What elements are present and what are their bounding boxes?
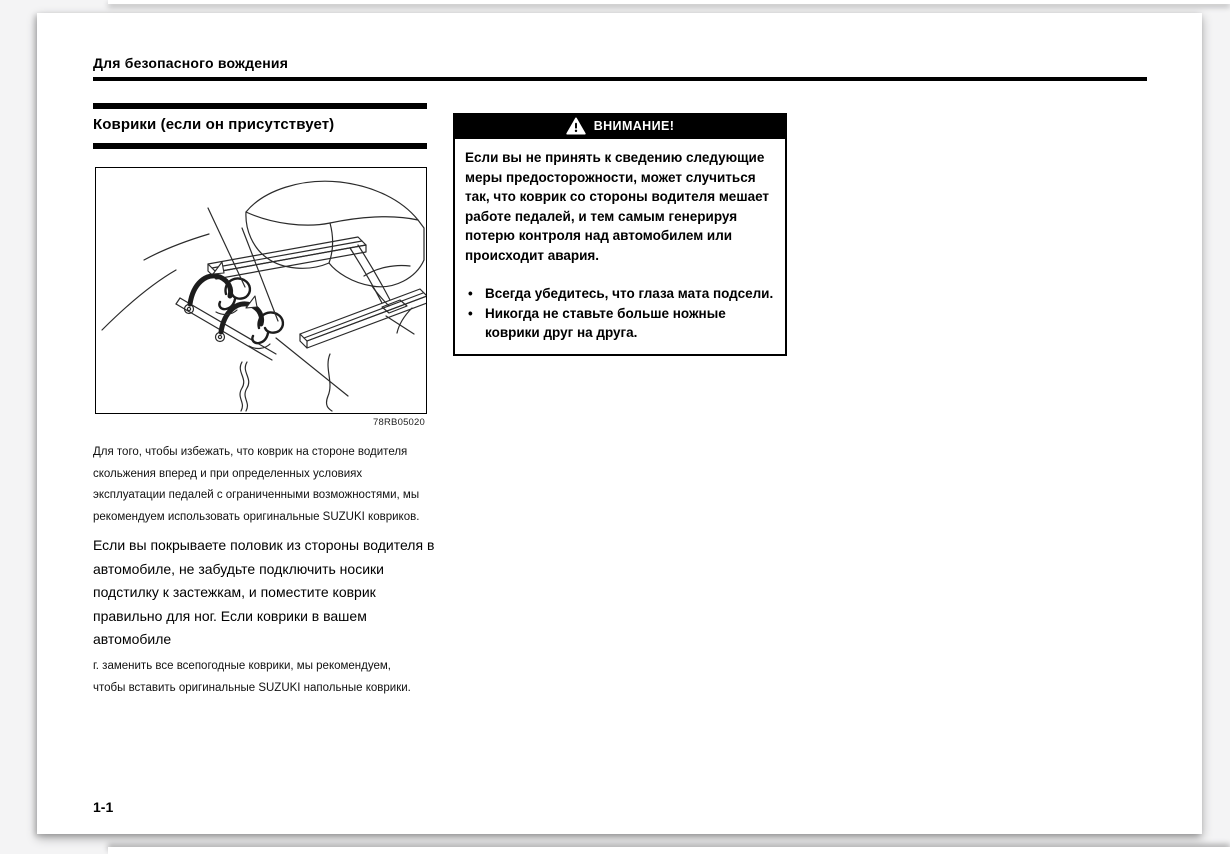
warning-box — [453, 113, 787, 356]
bullet-marker: • — [468, 286, 473, 301]
bullet-marker: • — [468, 305, 473, 321]
warning-bullet-text: Всегда убедитесь, что глаза мата подсели. — [485, 286, 774, 301]
page-number: 1-1 — [93, 799, 114, 815]
paragraph-all-weather-mats: г. заменить все всепогодные коврики, мы рекомендуем, чтобы вставить оригинальные SUZUKI напольные коврики. — [93, 660, 411, 694]
seat-and-mat-hooks-illustration — [96, 168, 426, 413]
warning-bullet-item — [465, 304, 776, 343]
paragraph-mat-install: Если вы покрываете половик из стороны водителя в автомобиле, не забудьте подключить носики подстилку к застежкам, и поместите коврик правильно для ног. Если коврики в вашем автомобиле — [93, 537, 435, 647]
warning-title: ВНИМАНИЕ! — [593, 119, 675, 133]
warning-bullet-list — [465, 284, 776, 343]
previous-page-edge — [108, 0, 1230, 4]
warning-box-body — [453, 139, 787, 356]
section-title: Коврики (если он присутствует) — [93, 116, 335, 133]
running-header: Для безопасного вождения — [93, 55, 289, 71]
section-title-bar-bottom — [93, 143, 427, 149]
section-title-bar-top — [93, 103, 427, 109]
next-page-edge — [108, 847, 1230, 854]
paragraph-mat-slip: Для того, чтобы избежать, что коврик на стороне водителя скольжения вперед и при определенных условиях эксплуатации педалей с ограниченными возможностями, мы рекомендуем использовать оригинальные SUZUKI ковриков. — [93, 446, 420, 523]
mat-hook-icon — [249, 312, 283, 348]
warning-bullet-text: Никогда не ставьте больше ножные коврики друг на друга. — [485, 305, 726, 340]
figure-caption: 78RB05020 — [373, 417, 425, 428]
warning-bullet-item — [465, 284, 776, 304]
warning-box-header — [453, 113, 787, 139]
manual-page — [37, 13, 1202, 834]
running-header-rule — [93, 77, 1147, 81]
warning-text: Если вы не принять к сведению следующие меры предосторожности, может случиться так, что коврик со стороны водителя мешает работе педалей, и тем самым генерируя потерю контроля над автомобилем или происходит авария. — [465, 150, 770, 263]
floor-mat-figure — [95, 167, 427, 414]
warning-triangle-icon — [566, 117, 586, 135]
